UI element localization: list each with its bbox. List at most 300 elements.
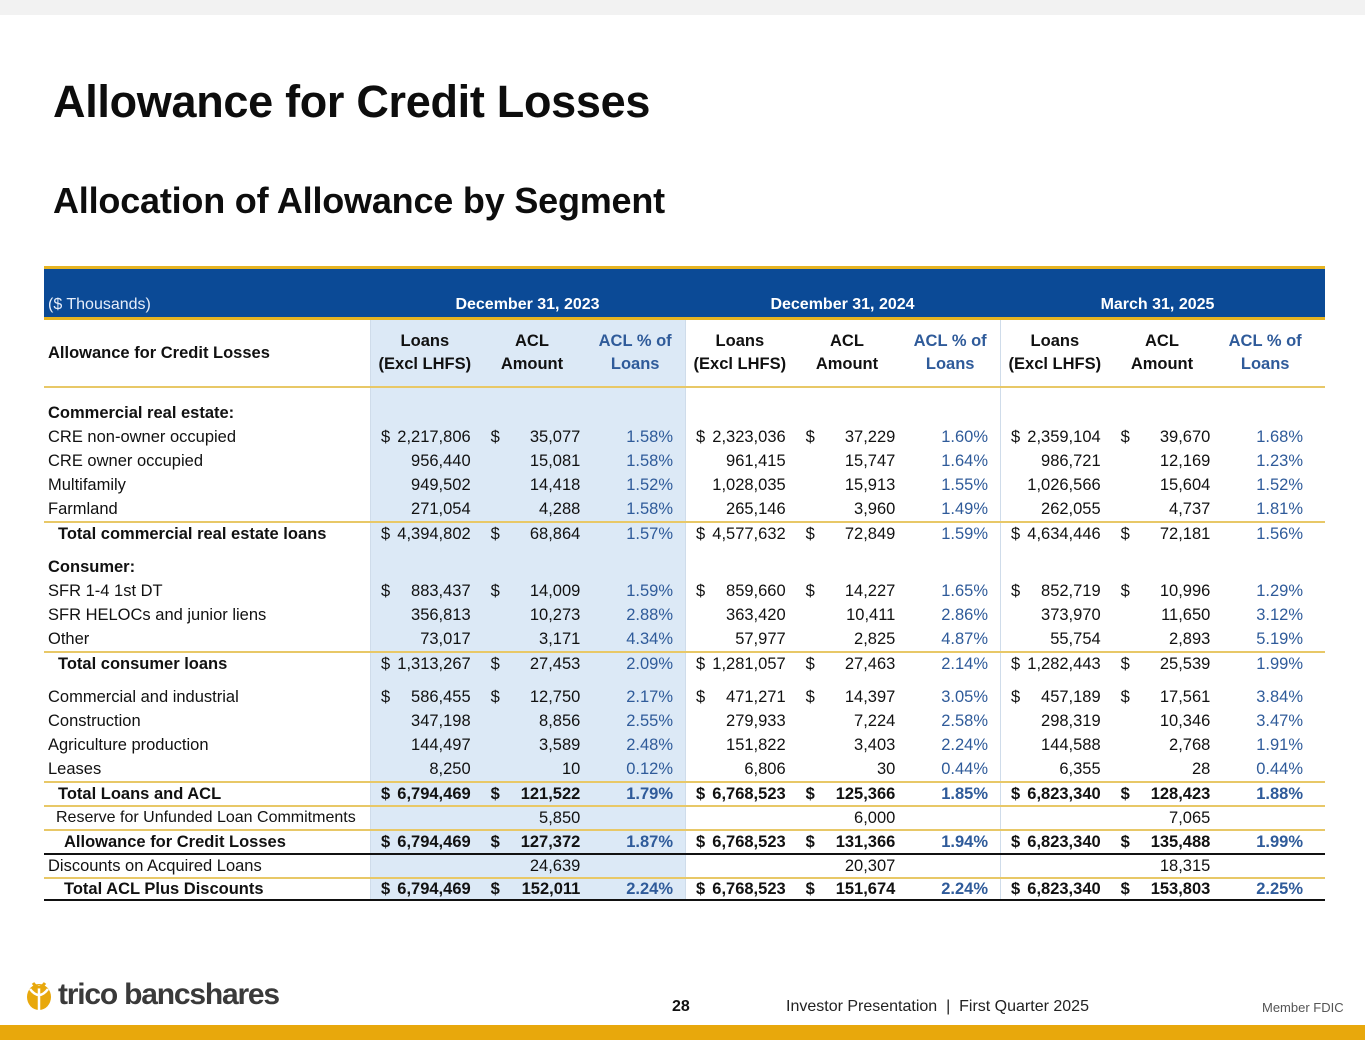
acl-cell <box>479 425 586 449</box>
period-cells <box>685 653 1000 675</box>
acl-value: 37,229 <box>844 427 896 446</box>
period-cells <box>1000 555 1315 579</box>
loans-value: 2,359,104 <box>1027 427 1101 446</box>
acl-value: 17,561 <box>1159 687 1211 706</box>
footer-gold-bar <box>0 1025 1365 1040</box>
currency-symbol: $ <box>1011 832 1021 851</box>
acl-cell <box>1109 497 1216 521</box>
loans-value: 1,026,566 <box>1027 475 1101 494</box>
column-header-line: ACL % of <box>1228 332 1302 350</box>
acl-cell <box>1109 449 1216 473</box>
loans-cell <box>1001 709 1109 733</box>
loans-cell <box>1001 685 1109 709</box>
acl-pct-value: 1.56% <box>1256 524 1304 543</box>
acl-pct-value: 1.64% <box>941 451 989 470</box>
acl-pct-value: 1.59% <box>626 581 674 600</box>
acl-pct-value: 2.86% <box>941 605 989 624</box>
column-header-loans <box>1001 320 1109 386</box>
pct-cell <box>1215 879 1315 899</box>
period-cells <box>370 757 685 781</box>
acl-value: 10,411 <box>846 605 896 624</box>
pct-cell <box>585 579 685 603</box>
loans-value: 144,588 <box>1041 735 1101 754</box>
pct-cell <box>900 783 1000 805</box>
period-cells <box>370 831 685 853</box>
acl-pct-value: 3.12% <box>1256 605 1304 624</box>
spacer <box>685 388 1000 401</box>
currency-symbol: $ <box>1011 654 1021 673</box>
period-cells <box>370 709 685 733</box>
column-header-line: (Excl LHFS) <box>1008 355 1102 373</box>
acl-value: 131,366 <box>835 832 896 851</box>
acl-value: 68,864 <box>529 524 581 543</box>
currency-symbol: $ <box>381 524 391 543</box>
section-heading <box>44 401 1325 425</box>
acl-cell <box>794 879 901 899</box>
period-cells <box>1000 473 1315 497</box>
acl-cell <box>1109 523 1216 545</box>
row-label: Discounts on Acquired Loans <box>48 856 262 875</box>
loans-value: 4,577,632 <box>712 524 786 543</box>
acl-cell <box>794 733 901 757</box>
acl-cell <box>479 757 586 781</box>
acl-pct-value: 2.48% <box>626 735 674 754</box>
acl-cell <box>1109 627 1216 651</box>
acl-value: 2,893 <box>1169 629 1211 648</box>
acl-pct-value: 3.84% <box>1256 687 1304 706</box>
currency-symbol: $ <box>490 879 500 898</box>
period-cells <box>1000 685 1315 709</box>
loans-value: 4,394,802 <box>397 524 471 543</box>
period-cells <box>685 709 1000 733</box>
period-column-group <box>685 320 1000 386</box>
currency-symbol: $ <box>696 784 706 803</box>
summary-row <box>44 877 1325 901</box>
period-cells <box>685 807 1000 829</box>
acl-value: 6,000 <box>854 808 896 827</box>
column-header-acl <box>479 320 586 386</box>
currency-symbol: $ <box>1120 784 1130 803</box>
acl-cell <box>794 709 901 733</box>
loans-cell <box>1001 603 1109 627</box>
currency-symbol: $ <box>1120 687 1130 706</box>
acl-cell <box>479 603 586 627</box>
acl-cell <box>479 579 586 603</box>
acl-cell <box>1109 603 1216 627</box>
spacer <box>44 388 370 401</box>
period-cells <box>370 497 685 521</box>
period-cells <box>685 855 1000 877</box>
period-cells <box>1000 783 1315 805</box>
acl-value: 14,418 <box>529 475 581 494</box>
currency-symbol: $ <box>1120 879 1130 898</box>
pct-cell <box>900 603 1000 627</box>
row-label: SFR 1-4 1st DT <box>48 581 163 600</box>
currency-symbol: $ <box>696 832 706 851</box>
acl-pct-value: 1.60% <box>941 427 989 446</box>
pct-cell <box>585 733 685 757</box>
currency-symbol: $ <box>696 654 706 673</box>
period-cells <box>370 473 685 497</box>
acl-cell <box>479 831 586 853</box>
period-cells <box>370 627 685 651</box>
acl-value: 7,065 <box>1169 808 1211 827</box>
loans-cell <box>686 879 794 899</box>
pct-cell <box>1215 603 1315 627</box>
period-header: December 31, 2024 <box>770 296 915 313</box>
period-cells <box>685 733 1000 757</box>
period-cells <box>1000 879 1315 899</box>
acl-cell <box>794 685 901 709</box>
pct-cell <box>585 709 685 733</box>
spacer <box>44 675 370 685</box>
period-cells <box>685 473 1000 497</box>
acl-value: 7,224 <box>854 711 896 730</box>
column-header-acl <box>794 320 901 386</box>
spacer <box>44 545 370 555</box>
pct-cell <box>585 783 685 805</box>
acl-value: 14,397 <box>844 687 896 706</box>
acl-pct-value: 1.57% <box>626 524 674 543</box>
acl-pct-value: 1.88% <box>1256 784 1304 803</box>
loans-cell <box>371 449 479 473</box>
period-cells <box>685 879 1000 899</box>
period-cells <box>685 401 1000 425</box>
pct-cell <box>1215 685 1315 709</box>
loans-cell <box>1001 757 1109 781</box>
pct-cell <box>900 627 1000 651</box>
loans-cell <box>371 653 479 675</box>
row-label: Total ACL Plus Discounts <box>64 879 264 898</box>
currency-symbol: $ <box>805 832 815 851</box>
period-cells <box>370 855 685 877</box>
acl-value: 15,747 <box>844 451 896 470</box>
pct-cell <box>900 449 1000 473</box>
spacer <box>685 675 1000 685</box>
acl-cell <box>479 449 586 473</box>
period-cells <box>1000 579 1315 603</box>
loans-cell <box>371 579 479 603</box>
acl-pct-value: 1.59% <box>941 524 989 543</box>
period-cells <box>370 523 685 545</box>
loans-value: 6,823,340 <box>1027 832 1101 851</box>
row-label: CRE non-owner occupied <box>48 427 237 446</box>
acl-cell <box>1109 709 1216 733</box>
pct-cell <box>1215 733 1315 757</box>
table-row <box>44 733 1325 757</box>
acl-cell <box>1109 831 1216 853</box>
loans-value: 373,970 <box>1041 605 1101 624</box>
currency-symbol: $ <box>490 654 500 673</box>
period-cells <box>370 807 685 829</box>
loans-cell <box>371 425 479 449</box>
acl-value: 35,077 <box>529 427 581 446</box>
loans-cell <box>686 473 794 497</box>
acl-value: 15,913 <box>844 475 896 494</box>
acl-pct-value: 2.88% <box>626 605 674 624</box>
currency-symbol: $ <box>696 687 706 706</box>
currency-symbol: $ <box>1011 687 1021 706</box>
loans-cell <box>1001 653 1109 675</box>
currency-symbol: $ <box>1011 879 1021 898</box>
member-fdic: Member FDIC <box>1262 1000 1344 1015</box>
loans-cell <box>371 807 479 829</box>
loans-value: 852,719 <box>1041 581 1101 600</box>
column-header-line: Loans <box>610 355 660 373</box>
loans-value: 55,754 <box>1050 629 1101 648</box>
currency-symbol: $ <box>381 427 391 446</box>
table-row <box>44 497 1325 521</box>
units-label: ($ Thousands) <box>48 296 151 313</box>
pct-cell <box>1215 449 1315 473</box>
acl-cell <box>794 783 901 805</box>
pct-cell <box>585 653 685 675</box>
acl-pct-value: 1.55% <box>941 475 989 494</box>
pct-cell <box>1215 709 1315 733</box>
loans-value: 363,420 <box>726 605 786 624</box>
loans-cell <box>371 855 479 877</box>
pct-cell <box>900 733 1000 757</box>
acl-value: 3,960 <box>854 499 896 518</box>
loans-value: 356,813 <box>411 605 471 624</box>
acl-pct-value: 2.17% <box>626 687 674 706</box>
period-cells <box>370 653 685 675</box>
acl-pct-value: 2.24% <box>626 879 674 898</box>
period-column-group <box>370 320 685 386</box>
currency-symbol: $ <box>381 784 391 803</box>
loans-value: 1,313,267 <box>397 654 471 673</box>
pct-cell <box>1215 757 1315 781</box>
pct-cell <box>585 807 685 829</box>
acl-cell <box>1109 783 1216 805</box>
pct-cell <box>585 449 685 473</box>
loans-value: 57,977 <box>735 629 786 648</box>
row-label: Commercial and industrial <box>48 687 239 706</box>
table-row <box>44 757 1325 781</box>
period-cells <box>685 523 1000 545</box>
pct-cell <box>1215 523 1315 545</box>
period-cells <box>370 449 685 473</box>
acl-value: 39,670 <box>1159 427 1211 446</box>
acl-cell <box>1109 807 1216 829</box>
acl-pct-value: 3.47% <box>1256 711 1304 730</box>
loans-value: 6,768,523 <box>712 879 786 898</box>
acl-pct-value: 1.99% <box>1256 654 1304 673</box>
acl-value: 72,181 <box>1159 524 1211 543</box>
acl-pct-value: 3.05% <box>941 687 989 706</box>
acl-value: 24,639 <box>529 856 581 875</box>
acl-value: 4,737 <box>1169 499 1211 518</box>
acl-pct-value: 0.44% <box>941 759 989 778</box>
acl-cell <box>1109 473 1216 497</box>
period-cells <box>1000 807 1315 829</box>
loans-value: 1,028,035 <box>712 475 786 494</box>
period-column-group <box>1000 320 1315 386</box>
acl-value: 4,288 <box>539 499 581 518</box>
acl-pct-value: 4.87% <box>941 629 989 648</box>
loans-cell <box>371 685 479 709</box>
loans-cell <box>1001 831 1109 853</box>
loans-value: 986,721 <box>1041 451 1101 470</box>
acl-value: 8,856 <box>539 711 581 730</box>
loans-value: 6,768,523 <box>712 832 786 851</box>
acl-value: 10,273 <box>529 605 581 624</box>
currency-symbol: $ <box>805 654 815 673</box>
loans-cell <box>686 425 794 449</box>
currency-symbol: $ <box>696 524 706 543</box>
acl-cell <box>794 653 901 675</box>
acl-cell <box>479 783 586 805</box>
loans-value: 347,198 <box>411 711 471 730</box>
acl-pct-value: 1.87% <box>626 832 674 851</box>
loans-cell <box>686 807 794 829</box>
loans-value: 262,055 <box>1041 499 1101 518</box>
pct-cell <box>1215 627 1315 651</box>
period-cells <box>370 401 685 425</box>
period-cells <box>1000 603 1315 627</box>
period-cells <box>685 497 1000 521</box>
acl-value: 3,171 <box>539 629 581 648</box>
currency-symbol: $ <box>490 687 500 706</box>
period-header: December 31, 2023 <box>455 296 600 313</box>
period-cells <box>1000 401 1315 425</box>
acl-pct-value: 1.23% <box>1256 451 1304 470</box>
allowance-table <box>44 266 1325 901</box>
currency-symbol: $ <box>381 687 391 706</box>
loans-cell <box>371 757 479 781</box>
acl-cell <box>794 579 901 603</box>
summary-row <box>44 805 1325 829</box>
currency-symbol: $ <box>1120 524 1130 543</box>
loans-value: 6,768,523 <box>712 784 786 803</box>
period-cells <box>685 603 1000 627</box>
period-cells <box>370 685 685 709</box>
period-cells <box>1000 855 1315 877</box>
loans-cell <box>1001 627 1109 651</box>
acl-pct-value: 2.58% <box>941 711 989 730</box>
pct-cell <box>585 425 685 449</box>
column-header-line: ACL % of <box>598 332 672 350</box>
acl-cell <box>1109 757 1216 781</box>
acl-value: 127,372 <box>520 832 581 851</box>
acl-value: 2,825 <box>854 629 896 648</box>
period-cells <box>685 685 1000 709</box>
pct-cell <box>1215 473 1315 497</box>
loans-cell <box>1001 783 1109 805</box>
period-cells <box>1000 425 1315 449</box>
pct-cell <box>1215 497 1315 521</box>
loans-cell <box>371 831 479 853</box>
loans-cell <box>371 709 479 733</box>
period-cells <box>685 579 1000 603</box>
company-logo <box>24 978 279 1012</box>
currency-symbol: $ <box>805 581 815 600</box>
loans-value: 279,933 <box>726 711 786 730</box>
column-header-loans <box>686 320 794 386</box>
loans-cell <box>686 603 794 627</box>
column-header-pct <box>1215 320 1315 386</box>
acl-pct-value: 0.44% <box>1256 759 1304 778</box>
loans-cell <box>1001 879 1109 899</box>
loans-value: 265,146 <box>726 499 786 518</box>
loans-value: 1,281,057 <box>712 654 786 673</box>
row-label: Farmland <box>48 499 118 518</box>
loans-cell <box>686 783 794 805</box>
loans-value: 151,822 <box>726 735 786 754</box>
loans-cell <box>371 603 479 627</box>
table-row <box>44 425 1325 449</box>
row-label: Total consumer loans <box>58 654 228 673</box>
loans-cell <box>686 523 794 545</box>
currency-symbol: $ <box>490 784 500 803</box>
row-label: Allowance for Credit Losses <box>64 832 286 851</box>
currency-symbol: $ <box>805 784 815 803</box>
acl-value: 135,488 <box>1150 832 1211 851</box>
spacer <box>370 388 685 401</box>
pct-cell <box>585 497 685 521</box>
currency-symbol: $ <box>381 654 391 673</box>
loans-cell <box>371 627 479 651</box>
column-header-line: Loans <box>400 332 450 350</box>
loans-value: 949,502 <box>411 475 471 494</box>
total-row <box>44 781 1325 805</box>
acl-value: 10 <box>561 759 581 778</box>
pct-cell <box>585 523 685 545</box>
column-header-pct <box>585 320 685 386</box>
acl-cell <box>1109 653 1216 675</box>
column-header-loans <box>371 320 479 386</box>
loans-value: 457,189 <box>1041 687 1101 706</box>
period-cells <box>370 579 685 603</box>
loans-cell <box>1001 579 1109 603</box>
loans-value: 73,017 <box>420 629 471 648</box>
acl-value: 30 <box>876 759 896 778</box>
acl-value: 128,423 <box>1150 784 1211 803</box>
table-row <box>44 473 1325 497</box>
acl-value: 27,463 <box>844 654 896 673</box>
loans-value: 298,319 <box>1041 711 1101 730</box>
acl-cell <box>794 523 901 545</box>
acl-pct-value: 1.52% <box>1256 475 1304 494</box>
loans-value: 4,634,446 <box>1027 524 1101 543</box>
spacer-row <box>44 675 1325 685</box>
section-heading <box>44 555 1325 579</box>
loans-value: 859,660 <box>726 581 786 600</box>
acl-cell <box>1109 855 1216 877</box>
spacer <box>370 545 685 555</box>
acl-cell <box>479 497 586 521</box>
acl-value: 20,307 <box>844 856 896 875</box>
pct-cell <box>900 807 1000 829</box>
loans-value: 6,355 <box>1059 759 1101 778</box>
period-cells <box>685 627 1000 651</box>
currency-symbol: $ <box>490 832 500 851</box>
period-header-band <box>44 266 1325 320</box>
period-cells <box>370 603 685 627</box>
currency-symbol: $ <box>805 427 815 446</box>
loans-value: 6,823,340 <box>1027 784 1101 803</box>
pct-cell <box>585 603 685 627</box>
acl-cell <box>1109 733 1216 757</box>
column-headers <box>44 320 1325 388</box>
period-cells <box>1000 627 1315 651</box>
acl-pct-value: 1.58% <box>626 451 674 470</box>
pct-cell <box>900 497 1000 521</box>
period-header: March 31, 2025 <box>1100 296 1215 313</box>
period-cells <box>1000 523 1315 545</box>
acl-value: 153,803 <box>1150 879 1211 898</box>
currency-symbol: $ <box>696 879 706 898</box>
